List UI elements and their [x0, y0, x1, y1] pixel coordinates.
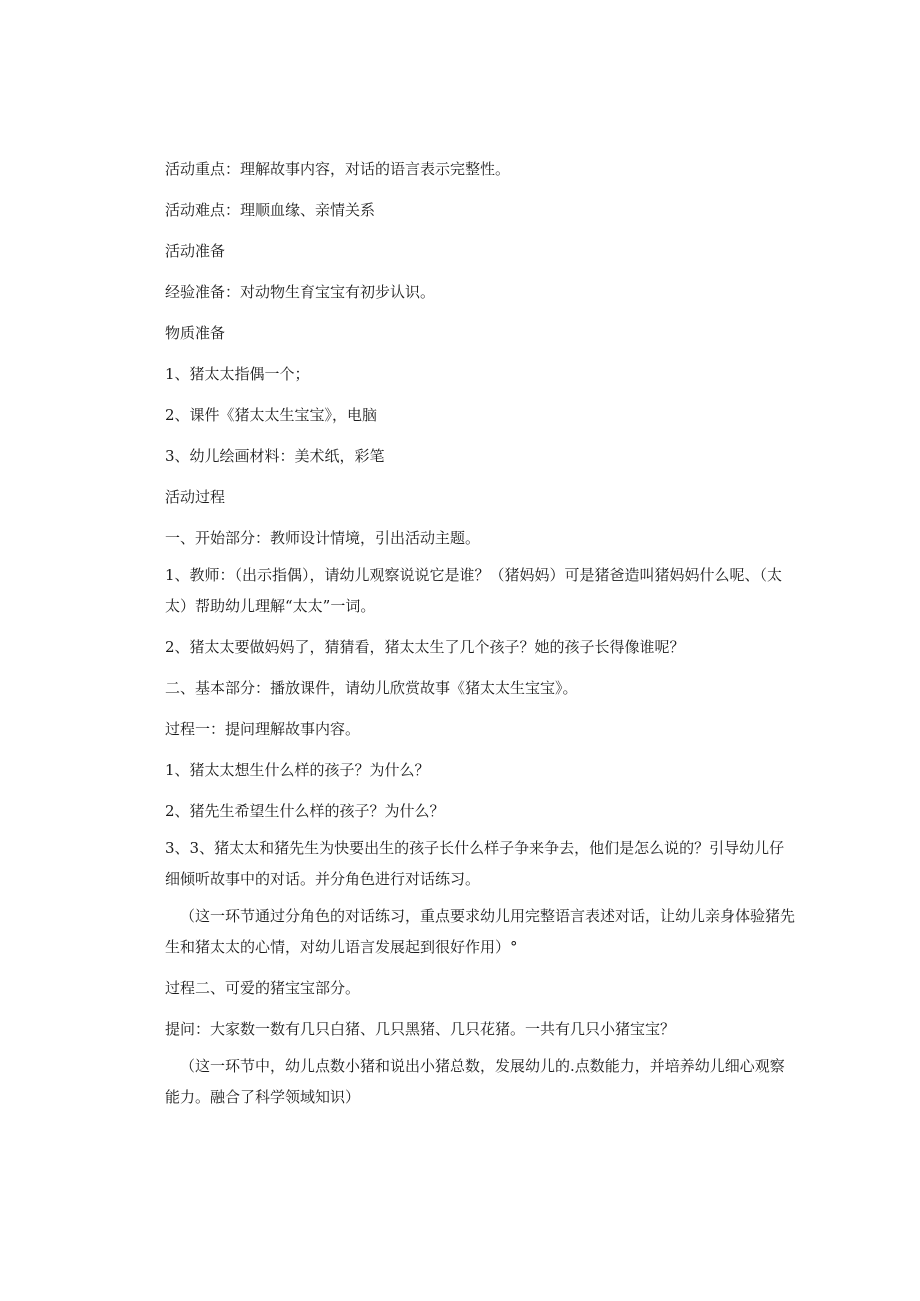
- heading-activity-process: 活动过程: [165, 488, 226, 506]
- paragraph-part-one: 一、开始部分：教师设计情境，引出活动主题。: [165, 529, 481, 547]
- paragraph-part-two: 二、基本部分：播放课件，请幼儿欣赏故事《猪太太生宝宝》。: [165, 679, 578, 697]
- question-1: 1、猪太太想生什么样的孩子？为什么？: [165, 761, 430, 779]
- paragraph-part-one-step-1: 1、教师：（出示指偶），请幼儿观察说说它是谁？（猪妈妈）可是猪爸造叫猪妈妈什么呢、（太太）帮助幼儿理解“太太”一词。: [165, 566, 783, 615]
- list-item-material-3: 3、幼儿绘画材料：美术纸，彩笔: [165, 447, 385, 465]
- list-item-material-1: 1、猪太太指偶一个；: [165, 365, 310, 383]
- question-2: 2、猪先生希望生什么样的孩子？为什么？: [165, 802, 445, 820]
- paragraph-process-two: 过程二、可爱的猪宝宝部分。: [165, 979, 361, 997]
- document-body: [165, 150, 795, 1119]
- heading-activity-preparation: 活动准备: [165, 242, 226, 260]
- paragraph-activity-focus: 活动重点：理解故事内容，对话的语言表示完整性。: [165, 160, 511, 178]
- list-item-material-2: 2、课件《猪太太生宝宝》，电脑: [165, 406, 378, 424]
- paragraph-experience-preparation: 经验准备：对动物生育宝宝有初步认识。: [165, 283, 436, 301]
- note-dialogue-practice: （这一环节通过分角色的对话练习，重点要求幼儿用完整语言表述对话，让幼儿亲身体验猪先生和猪太太的心情，对幼儿语言发展起到很好作用）°: [165, 907, 796, 956]
- paragraph-counting-question: 提问：大家数一数有几只白猪、几只黑猪、几只花猪。一共有几只小猪宝宝？: [165, 1020, 676, 1038]
- heading-material-preparation: 物质准备: [165, 324, 226, 342]
- paragraph-activity-difficulty: 活动难点：理顺血缘、亲情关系: [165, 201, 376, 219]
- question-3: 3、3、猪太太和猪先生为快要出生的孩子长什么样子争来争去，他们是怎么说的？引导幼儿仔细倾听故事中的对话。并分角色进行对话练习。: [165, 839, 785, 888]
- note-counting-ability: （这一环节中，幼儿点数小猪和说出小猪总数，发展幼儿的.点数能力，并培养幼儿细心观察能力。融合了科学领域知识）: [165, 1057, 785, 1106]
- paragraph-part-one-step-2: 2、猪太太要做妈妈了，猜猜看，猪太太生了几个孩子？她的孩子长得像谁呢？: [165, 638, 685, 656]
- paragraph-process-one: 过程一：提问理解故事内容。: [165, 720, 361, 738]
